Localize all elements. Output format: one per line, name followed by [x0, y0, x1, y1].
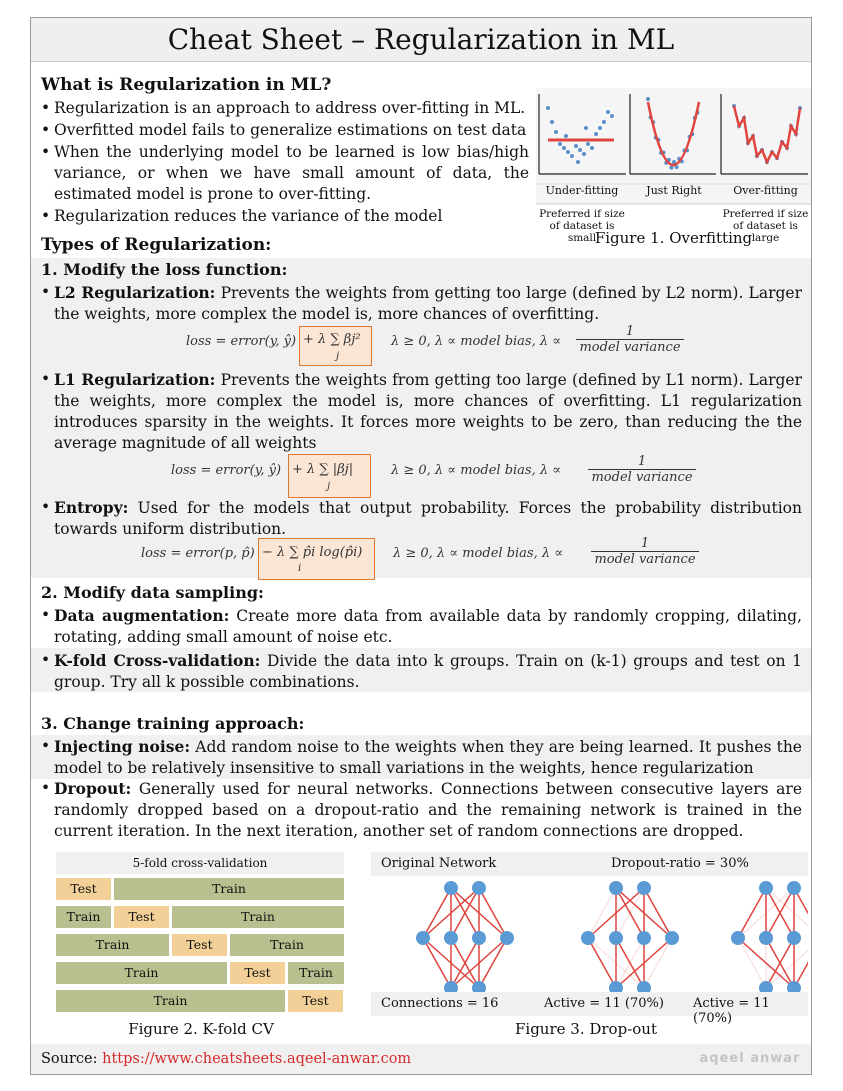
panel-label-overfitting: Over-fitting — [733, 184, 798, 197]
what-bullet-3: • When the underlying model to be learned is low bias/high variance, or when we have small amount of data, the estimated model is prone to over-fitting. — [54, 142, 529, 205]
entropy-eq-conditions: λ ≥ 0, λ ∝ model bias, λ ∝ — [393, 546, 564, 561]
kfold-train-block: Train — [56, 906, 111, 928]
network-connection — [738, 888, 766, 938]
source-link[interactable]: https://www.cheatsheets.aqeel-anwar.com — [102, 1051, 412, 1067]
underfit-point — [562, 146, 566, 150]
panel-label-justright: Just Right — [646, 184, 702, 197]
section-what-heading: What is Regularization in ML? — [41, 75, 332, 95]
entropy-name: Entropy: — [54, 498, 129, 517]
cheat-sheet-page — [30, 17, 812, 1075]
section-1-heading: 1. Modify the loss function: — [41, 260, 288, 279]
entropy-eq-term: − λ ∑ p̂i log(p̂i) — [262, 545, 363, 560]
underfit-point — [584, 126, 588, 130]
kfold-train-block: Train — [56, 962, 227, 984]
network-connection — [644, 888, 672, 938]
l1-name: L1 Regularization: — [54, 370, 216, 389]
entropy-eq-index: i — [298, 563, 302, 574]
l2-eq-conditions: λ ≥ 0, λ ∝ model bias, λ ∝ — [391, 334, 562, 349]
network-node — [787, 881, 801, 895]
l1-frac-den: model variance — [591, 470, 693, 485]
underfit-point — [574, 144, 578, 148]
kfold-test-block: Test — [172, 934, 227, 956]
figure-dropout — [371, 852, 808, 1026]
network-node — [665, 931, 679, 945]
network-node — [637, 881, 651, 895]
figure-1-caption: Figure 1. Overfitting — [594, 229, 753, 247]
network-node — [444, 881, 458, 895]
dropout-text: Generally used for neural networks. Connections between consecutive layers are randomly dropped based on a dropout-ratio and the remaining network is trained in the current iteration. In the next iteration, another set of random connections are dropped. — [54, 780, 802, 840]
noise-bullet — [54, 736, 802, 779]
figure-overfitting — [536, 88, 811, 248]
dropout-networks — [371, 878, 808, 1003]
what-bullet-4: • Regularization reduces the variance of the model — [54, 206, 529, 227]
underfit-point — [576, 160, 580, 164]
network-connection — [479, 938, 507, 988]
underfit-point — [586, 142, 590, 146]
kfold-name: K-fold Cross-validation: — [54, 651, 261, 670]
underfit-point — [570, 154, 574, 158]
underfit-point — [602, 120, 606, 124]
noise-name: Injecting noise: — [54, 737, 191, 756]
entropy-eq-fraction — [591, 536, 699, 567]
network-connection — [588, 938, 616, 988]
network-connection — [738, 938, 766, 988]
kfold-text: Divide the data into k groups. Train on (k-1) groups and test on 1 group. Try all k possible combinations. — [54, 652, 802, 691]
underfit-point — [566, 150, 570, 154]
underfit-point — [564, 134, 568, 138]
kfold-train-block: Train — [114, 878, 344, 900]
entropy-text: Used for the models that output probability. Forces the probability distribution towards uniform distribution. — [54, 499, 802, 538]
network-node — [472, 931, 486, 945]
section-2-heading: 2. Modify data sampling: — [41, 583, 264, 602]
augmentation-name: Data augmentation: — [54, 606, 230, 625]
augmentation-bullet — [54, 605, 802, 648]
kfold-bullet — [54, 650, 802, 693]
figure-2-caption: Figure 2. K-fold CV — [128, 1020, 274, 1038]
network-node — [416, 931, 430, 945]
network-connection — [644, 938, 672, 988]
network-node — [759, 881, 773, 895]
logo: aqeel anwar — [699, 1051, 801, 1066]
dropout-name: Dropout: — [54, 779, 132, 798]
justright-point — [646, 97, 650, 101]
dropout-ratio-label: Dropout-ratio = 30% — [611, 856, 749, 871]
l1-eq-conditions: λ ≥ 0, λ ∝ model bias, λ ∝ — [391, 463, 562, 478]
network-node — [609, 931, 623, 945]
entropy-bullet — [54, 497, 802, 540]
figure-3-caption: Figure 3. Drop-out — [515, 1020, 657, 1038]
page-title: Cheat Sheet – Regularization in ML — [31, 18, 811, 62]
underfit-point — [598, 126, 602, 130]
l2-frac-den: model variance — [579, 340, 681, 355]
underfit-point — [578, 148, 582, 152]
network-connection — [423, 938, 451, 988]
network-node — [787, 931, 801, 945]
network-node — [444, 931, 458, 945]
active-label-2: Active = 11 (70%) — [693, 996, 770, 1026]
kfold-train-block: Train — [230, 934, 344, 956]
figure-kfold — [56, 852, 344, 1017]
underfit-point — [606, 110, 610, 114]
l2-name: L2 Regularization: — [54, 283, 216, 302]
underfit-point — [582, 152, 586, 156]
what-bullet-1: • Regularization is an approach to address over-fitting in ML. — [54, 98, 529, 119]
network-node — [609, 881, 623, 895]
l2-frac-num: 1 — [576, 324, 684, 340]
augmentation-text: Create more data from available data by randomly cropping, dilating, rotating, adding small amount of noise etc. — [54, 607, 802, 646]
l1-eq-left: loss = error(y, ŷ) — [171, 463, 282, 478]
l2-bullet — [54, 282, 802, 325]
underfit-point — [590, 146, 594, 150]
network-connection — [766, 888, 808, 938]
panel-label-underfitting: Under-fitting — [545, 184, 619, 197]
kfold-train-block: Train — [172, 906, 344, 928]
underfit-point — [558, 142, 562, 146]
network-node — [500, 931, 514, 945]
noise-text: Add random noise to the weights when they are being learned. It pushes the model to be relatively insensitive to small variations in the weights, hence regularization — [54, 738, 802, 777]
source-label: Source: — [41, 1051, 98, 1067]
l1-frac-num: 1 — [588, 454, 696, 470]
section-types-heading: Types of Regularization: — [41, 235, 272, 255]
network-node — [472, 881, 486, 895]
what-bullet-2: • Overfitted model fails to generalize estimations on test data — [54, 120, 529, 141]
entropy-frac-den: model variance — [594, 552, 696, 567]
underfit-point — [550, 120, 554, 124]
network-connection — [766, 938, 808, 988]
original-network-label: Original Network — [381, 856, 497, 871]
connections-label: Connections = 16 — [381, 996, 499, 1011]
underfit-point — [546, 106, 550, 110]
entropy-frac-num: 1 — [591, 536, 699, 552]
kfold-test-block: Test — [56, 878, 111, 900]
network-node — [637, 931, 651, 945]
l2-eq-fraction — [576, 324, 684, 355]
active-label-1: Active = 11 (70%) — [544, 996, 664, 1011]
l1-text: Prevents the weights from getting too large (defined by L1 norm). Larger the weights, more complex the model is, more chances of overfitting. L1 regularization introduces sparsity in the weights. It forces more weights to be zero, than reducing the the average magnitude of all weights — [54, 371, 803, 452]
entropy-eq-left: loss = error(p, p̂) — [141, 546, 255, 561]
l2-eq-index: j — [336, 351, 340, 362]
network-node — [581, 931, 595, 945]
section-3-heading: 3. Change training approach: — [41, 714, 305, 733]
network-node — [731, 931, 745, 945]
l2-eq-term: + λ ∑ βj² — [303, 332, 361, 347]
l1-eq-index: j — [327, 481, 331, 492]
source-line — [41, 1049, 411, 1070]
l2-text: Prevents the weights from getting too large (defined by L2 norm). Larger the weights, more complex the model is, more chances of overfitting. — [54, 284, 803, 323]
kfold-test-block: Test — [114, 906, 169, 928]
kfold-train-block: Train — [288, 962, 344, 984]
kfold-test-block: Test — [288, 990, 343, 1012]
kfold-train-block: Train — [56, 934, 169, 956]
network-connection — [479, 888, 507, 938]
l2-eq-left: loss = error(y, ŷ) — [186, 334, 297, 349]
l1-eq-fraction — [588, 454, 696, 485]
underfit-point — [610, 114, 614, 118]
underfit-point — [594, 132, 598, 136]
underfit-point — [554, 130, 558, 134]
note-small-dataset: Preferred if size of dataset is small — [539, 208, 625, 244]
network-connection — [794, 938, 808, 988]
network-connection — [423, 888, 451, 938]
note-large-dataset: Preferred if size of dataset is large — [722, 208, 809, 244]
kfold-test-block: Test — [230, 962, 285, 984]
kfold-grid — [56, 878, 344, 1018]
l1-eq-term: + λ ∑ |βj| — [292, 462, 354, 477]
kfold-title: 5-fold cross-validation — [56, 852, 344, 874]
network-connection — [588, 888, 616, 938]
network-connection — [794, 888, 808, 938]
kfold-train-block: Train — [56, 990, 285, 1012]
l1-bullet — [54, 369, 802, 454]
dropout-bullet — [54, 778, 802, 842]
network-node — [759, 931, 773, 945]
